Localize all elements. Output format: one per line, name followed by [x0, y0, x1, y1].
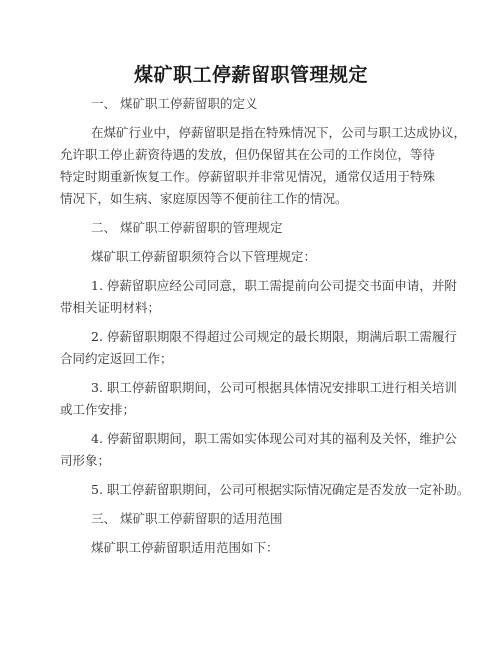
- list-item-line: 带相关证明材料；: [60, 300, 161, 315]
- list-item-line: 合同约定返回工作；: [60, 351, 173, 366]
- list-item-line: 4. 停薪留职期间，职工需如实体现公司对其的福利及关怀，维护公: [91, 431, 457, 446]
- list-item-line: 5. 职工停薪留职期间，公司可根据实际情况确定是否发放一定补助。: [91, 482, 470, 497]
- section-heading-2: 二、 煤矿职工停薪留职的管理规定: [91, 220, 283, 235]
- list-item-line: 1. 停薪留职应经公司同意，职工需提前向公司提交书面申请，并附: [91, 278, 457, 293]
- paragraph-line: 情况下，如生病、家庭原因等不便前往工作的情况。: [60, 191, 348, 206]
- paragraph-line: 特定时期重新恢复工作。停薪留职并非常见情况，通常仅适用于特殊: [60, 169, 436, 184]
- paragraph-line: 在煤矿行业中，停薪留职是指在特殊情况下，公司与职工达成协议，: [91, 125, 467, 140]
- document-title: 煤矿职工停薪留职管理规定: [133, 64, 368, 86]
- list-item-line: 司形象；: [60, 453, 111, 468]
- list-item-line: 2. 停薪留职期限不得超过公司规定的最长期限，期满后职工需履行: [91, 329, 457, 344]
- list-item-line: 或工作安排；: [60, 402, 136, 417]
- list-item-line: 3. 职工停薪留职期间，公司可根据具体情况安排职工进行相关培训: [91, 380, 457, 395]
- section-heading-3: 三、 煤矿职工停薪留职的适用范围: [91, 511, 283, 526]
- paragraph-line: 煤矿职工停薪留职须符合以下管理规定：: [91, 249, 317, 264]
- section-heading-1: 一、 煤矿职工停薪留职的定义: [91, 96, 258, 111]
- paragraph-line: 煤矿职工停薪留职适用范围如下：: [91, 540, 279, 555]
- paragraph-line: 允许职工停止薪资待遇的发放，但仍保留其在公司的工作岗位，等待: [60, 147, 436, 162]
